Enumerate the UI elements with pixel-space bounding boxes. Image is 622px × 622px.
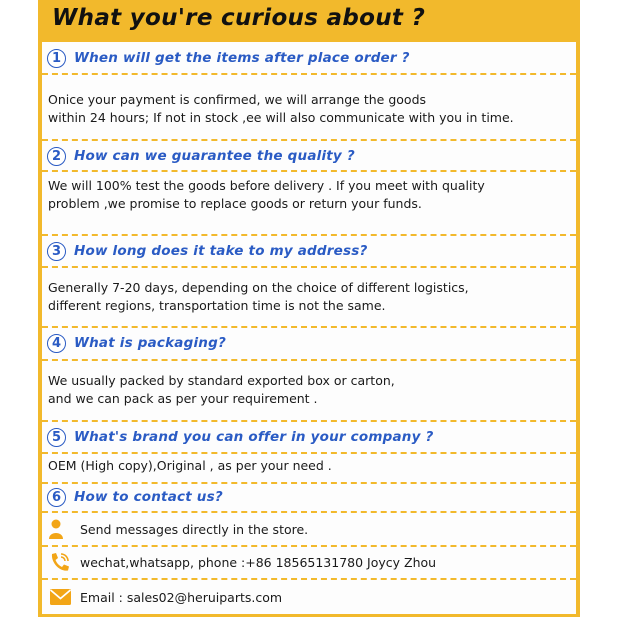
divider	[42, 420, 576, 422]
answer-line: We usually packed by standard exported box or carton,	[48, 373, 395, 388]
faq-answer-4	[48, 372, 395, 408]
faq-question-3	[47, 239, 368, 263]
contact-email	[48, 585, 282, 609]
faq-question-5	[47, 425, 434, 449]
faq-question-1	[47, 46, 410, 70]
divider	[42, 234, 576, 236]
answer-line: different regions, transportation time is not the same.	[48, 298, 386, 313]
divider	[42, 511, 576, 513]
title-bar	[42, 0, 576, 42]
number-badge: 2	[47, 147, 66, 166]
faq-panel	[38, 0, 580, 617]
number-badge: 5	[47, 428, 66, 447]
mail-icon	[48, 586, 74, 608]
divider	[42, 482, 576, 484]
question-text: When will get the items after place order ?	[74, 50, 410, 66]
phone-icon	[48, 551, 74, 573]
contact-store	[48, 517, 308, 541]
answer-line: OEM (High copy),Original , as per your need .	[48, 458, 332, 473]
contact-text: wechat,whatsapp, phone :+86 18565131780 Joycy Zhou	[80, 554, 437, 570]
faq-answer-2	[48, 177, 485, 213]
number-badge: 1	[47, 49, 66, 68]
number-badge: 6	[47, 488, 66, 507]
faq-answer-5	[48, 457, 332, 475]
number-badge: 3	[47, 242, 66, 261]
faq-question-4	[47, 331, 226, 355]
contact-text: Email : sales02@heruiparts.com	[80, 589, 283, 605]
contact-phone	[48, 550, 436, 574]
answer-line: Generally 7-20 days, depending on the choice of different logistics,	[48, 280, 469, 295]
answer-line: We will 100% test the goods before delivery . If you meet with quality	[48, 178, 485, 193]
faq-answer-1	[48, 91, 514, 127]
question-text: How can we guarantee the quality ?	[74, 148, 355, 164]
divider	[42, 578, 576, 580]
faq-answer-3	[48, 279, 469, 315]
divider	[42, 359, 576, 361]
contact-text: Send messages directly in the store.	[80, 521, 309, 537]
divider	[42, 452, 576, 454]
faq-question-2	[47, 144, 355, 168]
question-text: What is packaging?	[74, 335, 226, 351]
answer-line: and we can pack as per your requirement .	[48, 391, 318, 406]
divider	[42, 170, 576, 172]
answer-line: within 24 hours; If not in stock ,ee will also communicate with you in time.	[48, 110, 514, 125]
number-badge: 4	[47, 334, 66, 353]
question-text: How to contact us?	[74, 489, 223, 505]
faq-question-6	[47, 485, 223, 509]
divider	[42, 139, 576, 141]
divider	[42, 326, 576, 328]
divider	[42, 266, 576, 268]
question-text: How long does it take to my address?	[74, 243, 368, 259]
person-icon	[48, 518, 74, 540]
page-title: What you're curious about ?	[52, 5, 426, 31]
answer-line: Onice your payment is confirmed, we will arrange the goods	[48, 92, 427, 107]
divider	[42, 73, 576, 75]
question-text: What's brand you can offer in your company ?	[74, 429, 434, 445]
answer-line: problem ,we promise to replace goods or return your funds.	[48, 196, 422, 211]
divider	[42, 545, 576, 547]
